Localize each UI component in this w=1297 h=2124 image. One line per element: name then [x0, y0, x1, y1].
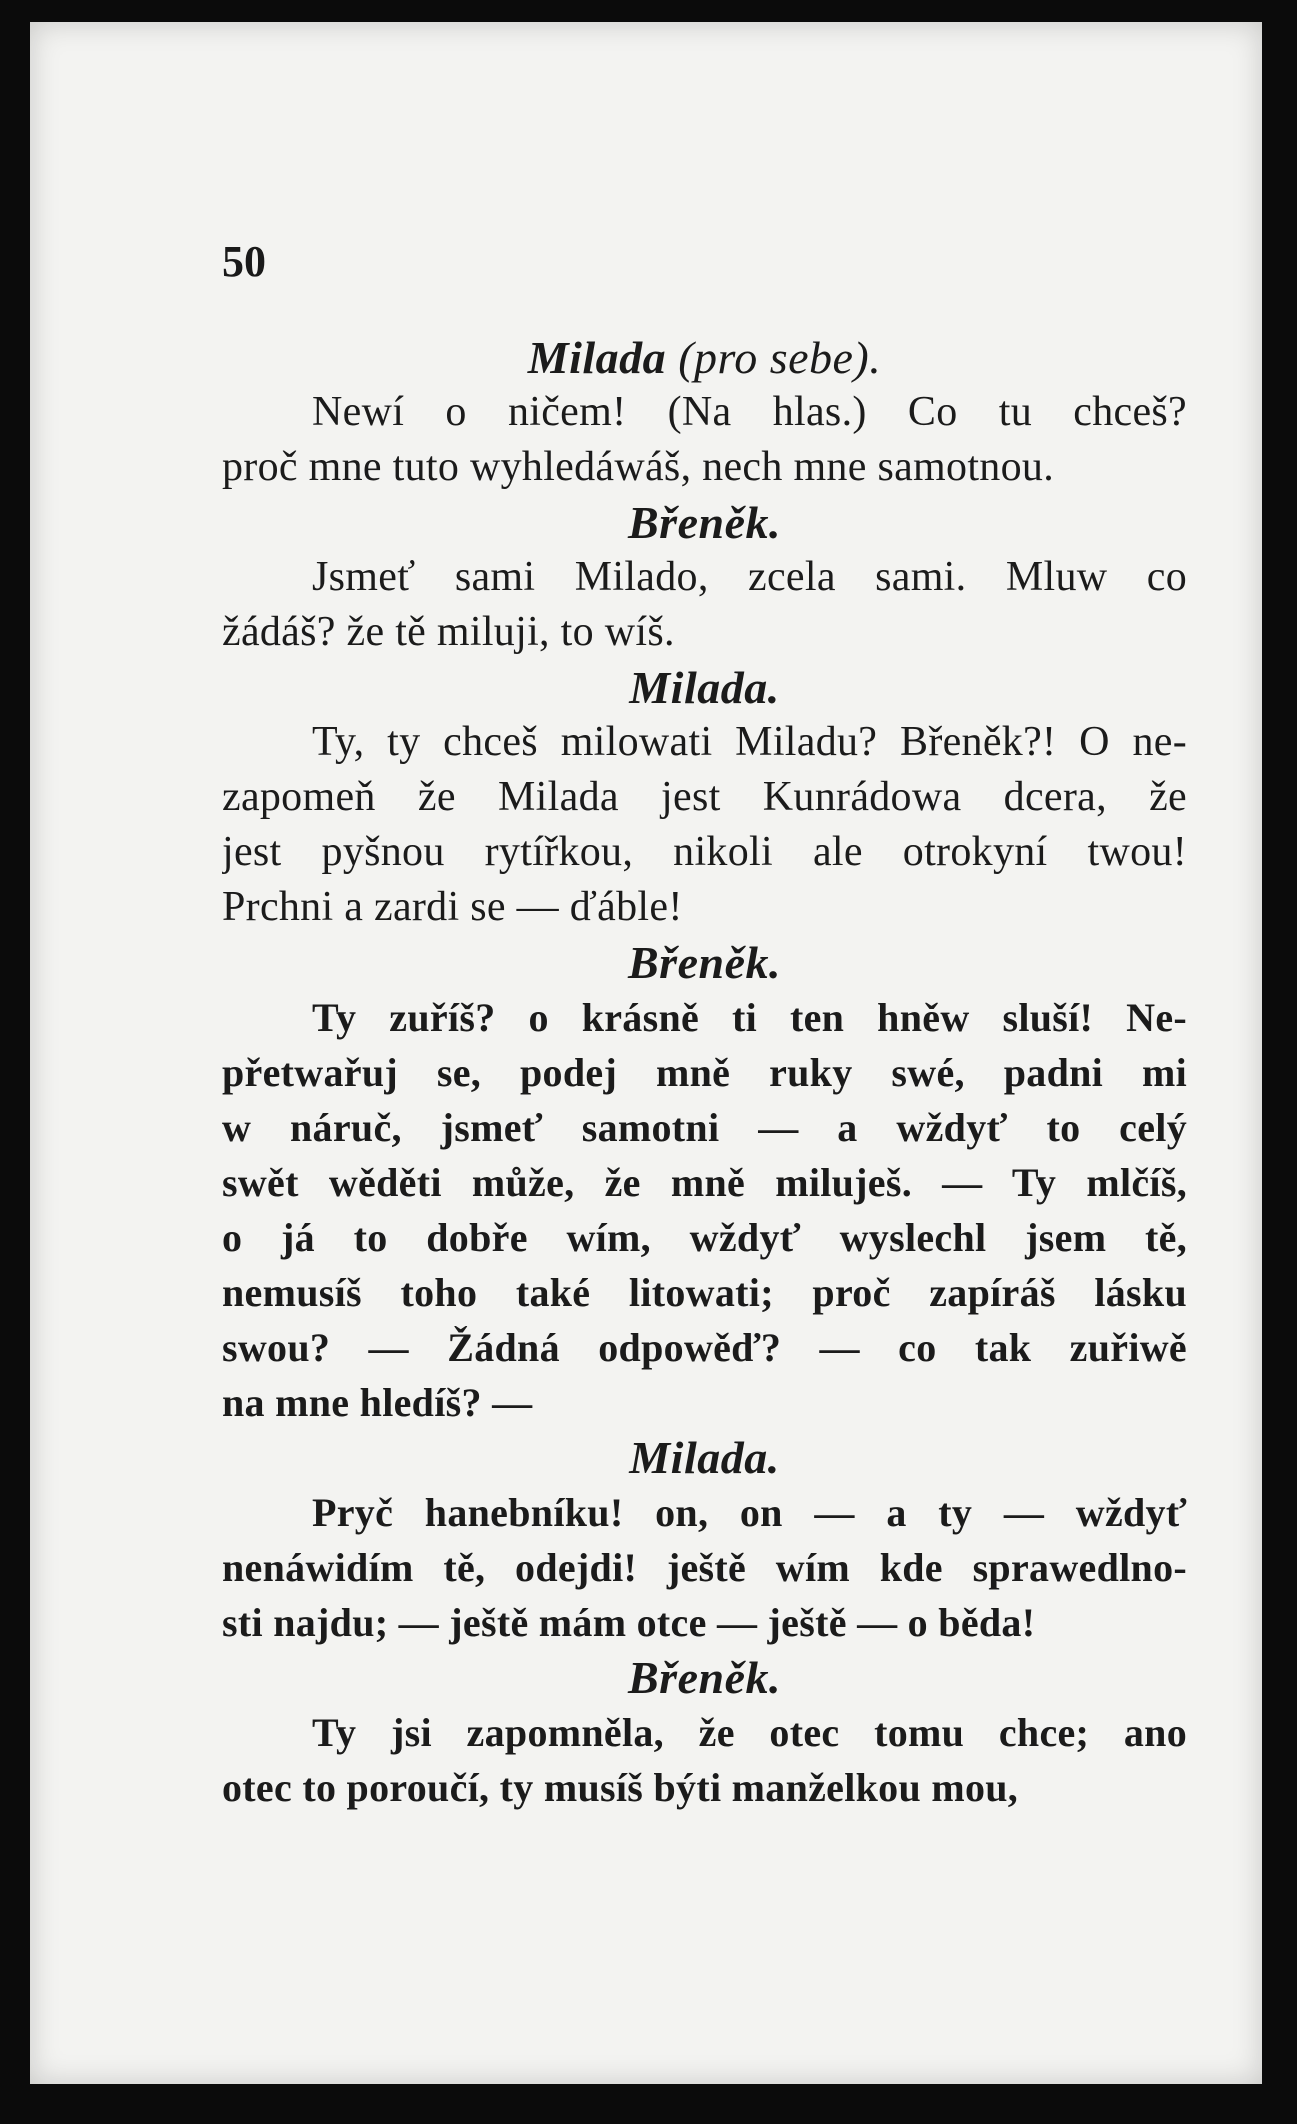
stage-direction: (pro sebe). [666, 332, 882, 383]
speaker-name [222, 330, 1187, 385]
text-line: jest pyšnou rytířkou, nikoli ale otrokyní twou! [222, 829, 1187, 875]
text-line: Jsmeť sami Milado, zcela sami. Mluw co [312, 554, 1187, 600]
text-line: sti najdu; — ještě mám otce — ještě — o běda! [222, 1600, 1036, 1645]
text-line: Ty jsi zapomněla, že otec tomu chce; ano [312, 1710, 1187, 1755]
speech-paragraph [222, 1485, 1187, 1650]
speaker-label: Milada [527, 332, 667, 383]
text-line: nenáwidím tě, odejdi! ještě wím kde sprawedlno- [222, 1545, 1187, 1590]
speech-paragraph [222, 385, 1187, 495]
text-line: Prchni a zardi se — ďáble! [222, 884, 683, 930]
speaker-label: Milada. [629, 662, 780, 713]
text-line: otec to poroučí, ty musíš býti manželkou mou, [222, 1765, 1019, 1810]
text-line: o já to dobře wím, wždyť wyslechl jsem tě, [222, 1215, 1187, 1260]
speaker-label: Břeněk. [628, 937, 781, 988]
text-line: proč mne tuto wyhledáwáš, nech mne samotnou. [222, 444, 1054, 490]
text-line: zapomeň že Milada jest Kunrádowa dcera, že [222, 774, 1187, 820]
speaker-name [222, 1650, 1187, 1705]
text-line: žádáš? že tě miluji, to wíš. [222, 609, 675, 655]
speech-paragraph [222, 990, 1187, 1430]
speaker-label: Milada. [629, 1432, 780, 1483]
text-line: Newí o ničem! (Na hlas.) Co tu chceš? [312, 389, 1187, 435]
text-line: Pryč hanebníku! on, on — a ty — wždyť [312, 1490, 1187, 1535]
text-line: swou? — Žádná odpowěď? — co tak zuřiwě [222, 1325, 1187, 1370]
speaker-name [222, 495, 1187, 550]
speaker-name [222, 935, 1187, 990]
speaker-label: Břeněk. [628, 1652, 781, 1703]
speech-paragraph [222, 715, 1187, 935]
page-number: 50 [222, 237, 266, 286]
text-line: w náruč, jsmeť samotni — a wždyť to celý [222, 1105, 1187, 1150]
text-line: přetwařuj se, podej mně ruky swé, padni mi [222, 1050, 1187, 1095]
speaker-name [222, 1430, 1187, 1485]
page-text [222, 330, 1187, 1815]
text-line: nemusíš toho také litowati; proč zapíráš lásku [222, 1270, 1187, 1315]
text-line: Ty zuříš? o krásně ti ten hněw sluší! Ne- [312, 995, 1187, 1040]
text-line: swět wěděti může, že mně miluješ. — Ty mlčíš, [222, 1160, 1187, 1205]
speaker-name [222, 660, 1187, 715]
speech-paragraph [222, 550, 1187, 660]
speech-paragraph [222, 1705, 1187, 1815]
text-line: Ty, ty chceš milowati Miladu? Břeněk?! O ne- [312, 719, 1187, 765]
speaker-label: Břeněk. [628, 497, 781, 548]
text-line: na mne hledíš? — [222, 1380, 533, 1425]
